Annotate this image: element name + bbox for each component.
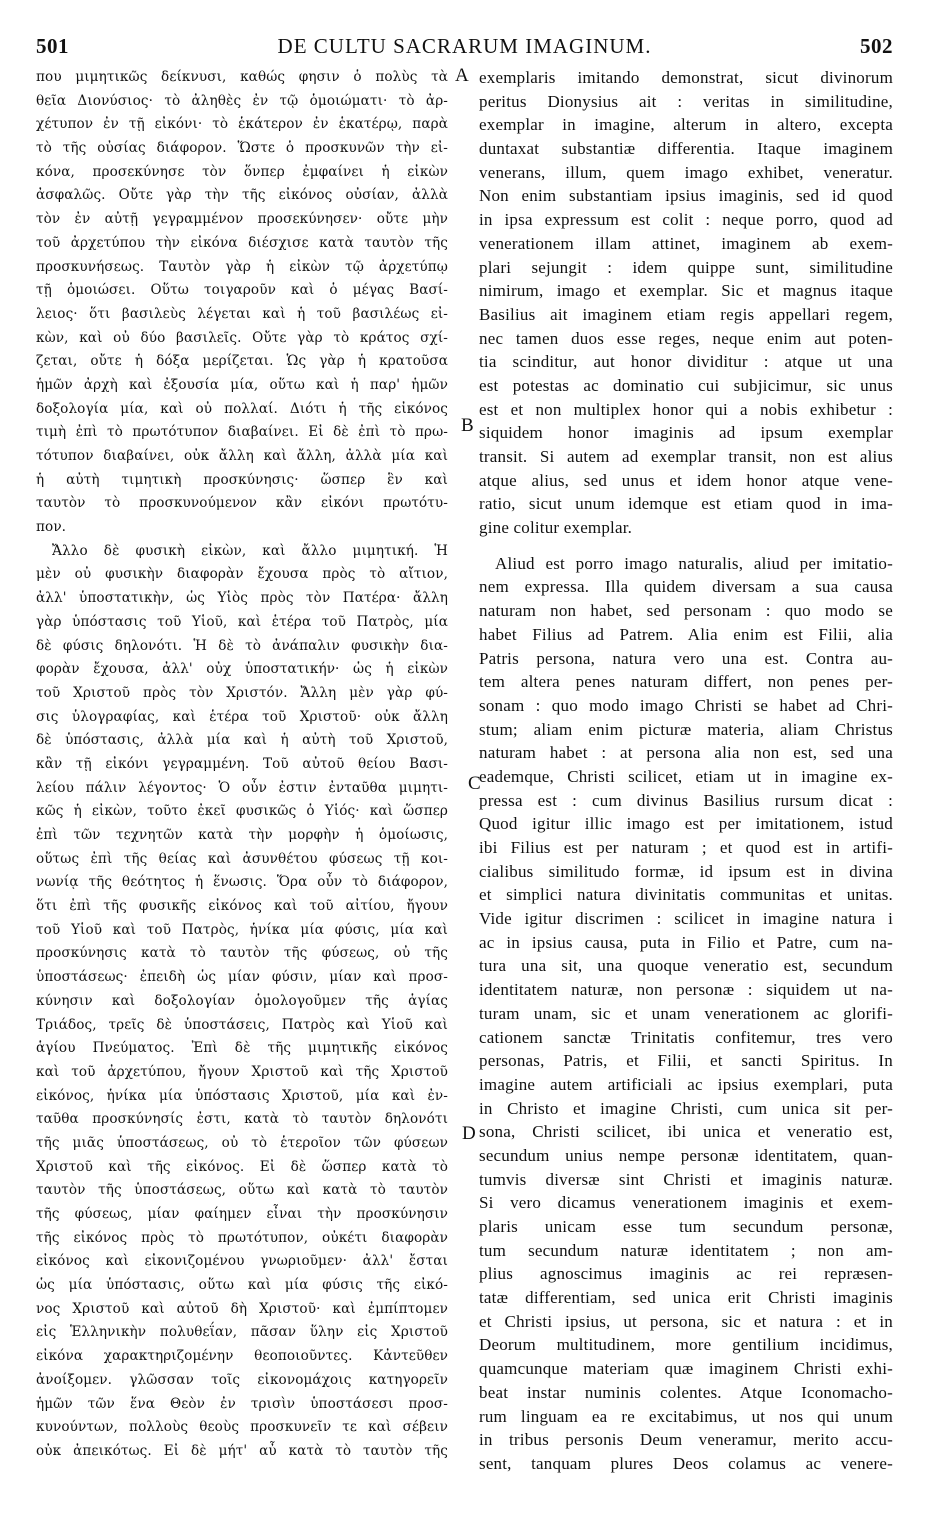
text-line: exemplaris imitando demonstrat, sicut divinorum bbox=[479, 68, 893, 87]
text-line: τοῦ Χριστοῦ πρὸς τὸν Χριστόν. Ἄλλη μὲν γὰρ φύ- bbox=[36, 684, 448, 701]
text-line: νος Χριστοῦ καὶ αὐτοῦ δὴ Χριστοῦ· καὶ ἐμπίπτομεν bbox=[36, 1300, 448, 1317]
text-line: οὕτως ἐπὶ τῆς θείας καὶ ἀσυνθέτου φύσεως τῇ κοι- bbox=[36, 850, 448, 867]
text-line: atque alius, sed unus et idem honor atque vene- bbox=[479, 470, 893, 490]
text-line: ταυτὸν τὸ προσκυνούμενον κἂν εἰκόνι πρωτότυ- bbox=[36, 495, 448, 512]
text-line: τιμὴ ἐπὶ τὸ πρωτότυπον διαβαίνει. Εἰ δὲ ἐπὶ τὸ πρω- bbox=[36, 424, 448, 441]
text-line: κόνα, προσεκύνησε τὸν ὅνπερ ἐμφαίνει ἡ εἰκὼν bbox=[36, 163, 448, 180]
text-line: Non enim substantiam ipsius imaginis, sed id quod bbox=[479, 186, 893, 206]
text-line: transit. Si autem ad exemplar transit, non est alius bbox=[479, 447, 893, 466]
text-line: identitatem naturæ, non personæ : siquidem ut na- bbox=[479, 980, 893, 1000]
page-number-right: 502 bbox=[860, 34, 893, 58]
text-line: tum secundum naturæ identitatem ; non am- bbox=[479, 1240, 893, 1260]
text-line: οὐκ ἀπεικότως. Εἰ δὲ μήτ' αὖ κατὰ τὸ ταυτὸν τῆς bbox=[36, 1442, 448, 1459]
section-marker-b: B bbox=[461, 415, 474, 436]
text-line: δὲ ὑπόστασις, ἀλλὰ μία καὶ ἡ αὐτὴ τοῦ Χριστοῦ, bbox=[36, 732, 448, 749]
text-line: εἰς Ἑλληνικὴν πολυθεΐαν, πᾶσαν ὕλην εἰς Χριστοῦ bbox=[36, 1324, 448, 1341]
text-line: exemplar in imagine, alterum in altero, excepta bbox=[479, 115, 893, 135]
text-line: καὶ τοῦ ἀρχετύπου, ἤγουν Χριστοῦ καὶ τῆς Χριστοῦ bbox=[36, 1063, 448, 1080]
text-line: in ipsa expressum est colit : neque porro, quod ad bbox=[479, 210, 893, 230]
text-line: Patris persona, natura vero una est. Contra au- bbox=[479, 648, 893, 668]
text-line: δοξολογία μία, καὶ οὐ πολλαί. Διότι ἡ τῆς εἰκόνος bbox=[36, 400, 448, 417]
text-line: θεῖα Διονύσιος· τὸ ἀληθὲς ἐν τῷ ὁμοιώματι· τὸ ἀρ- bbox=[36, 92, 448, 109]
text-line: rum linguam ea re excitabimus, ut nos qui unum bbox=[479, 1406, 893, 1426]
text-line: τοῦ Υἱοῦ καὶ τοῦ Πατρὸς, ἡνίκα μία φύσις, μία καὶ bbox=[36, 921, 448, 938]
text-line: venerationem illam attinet, imaginem ab exem- bbox=[479, 233, 893, 253]
text-line: plari sejungit : idem quippe sunt, similitudine bbox=[479, 257, 893, 277]
text-line: τῆς εἰκόνος πρὸς τὸ πρωτότυπον, οὐκέτι διαφορὰν bbox=[36, 1229, 448, 1246]
section-marker-a: A bbox=[455, 65, 469, 86]
text-line: Τριάδος, τρεῖς δὲ ὑποστάσεις, Πατρὸς καὶ Υἱοῦ καὶ bbox=[36, 1016, 448, 1033]
text-line: ὑποστάσεως· ἐπειδὴ ὡς μίαν φύσιν, μίαν καὶ προσ- bbox=[36, 969, 448, 986]
text-line: ζεται, οὔτε ἡ δόξα μερίζεται. Ὡς γὰρ ἡ κρατοῦσα bbox=[36, 353, 448, 370]
text-line: δὲ φύσις δηλονότι. Ἡ δὲ τὸ ἀνάπαλιν φυσικὴν δια- bbox=[36, 637, 448, 654]
text-line: ac in ipsius causa, puta in Filio et Patre, cum na- bbox=[479, 932, 893, 952]
text-line: κύνησιν καὶ δοξολογίαν ὁμολογοῦμεν τῆς ἁγίας bbox=[36, 992, 448, 1009]
text-line: ἡ αὐτὴ τιμητικὴ προσκύνησις· ὥσπερ ἓν καὶ bbox=[36, 471, 448, 488]
text-line: Basilius ait imaginem etiam regis appellari regem, bbox=[479, 304, 893, 324]
text-line: habet Filius ad Patrem. Alia enim est Filii, alia bbox=[479, 624, 893, 644]
text-line: venerans, illum, quem imago exhibet, veneratur. bbox=[479, 162, 893, 182]
text-line: ἡμῶν τῶν ἕνα Θεὸν ἐν τρισὶν ὑποστάσεσι προσ- bbox=[36, 1395, 448, 1412]
text-line: est potestas ac dominatio cui subjicimur, sic unus bbox=[479, 375, 893, 395]
text-line: τότυπον διαβαίνει, οὐκ ἄλλη καὶ ἄλλη, ἀλλὰ μία καὶ bbox=[36, 448, 448, 464]
text-line: λείου πάλιν λέγοντος· Ὁ οὖν ἐστιν ἐνταῦθα μιμητι- bbox=[36, 779, 448, 796]
text-line: Vide igitur discrimen : scilicet in imagine natura i bbox=[479, 909, 893, 929]
text-line: ἀνοίξομεν. γλῶσσαν τοῖς εἰκονομάχοις κατηγορεῖν bbox=[36, 1371, 448, 1388]
text-line: in tribus personis Deum veneramur, merito accu- bbox=[479, 1430, 893, 1450]
text-line: κυνούντων, πολλοὺς θεοὺς προσκυνεῖν τε καὶ σέβειν bbox=[36, 1419, 448, 1436]
text-line: τοῦ ἀρχετύπου τὴν εἰκόνα διέσχισε κατὰ ταυτὸν τῆς bbox=[36, 234, 448, 251]
text-line: ibi Filius est per naturam ; et quod est in artifi- bbox=[479, 838, 893, 857]
text-line: pressa est : cum divinus Basilius rursum dicat : bbox=[479, 790, 893, 810]
text-line: cialibus similitudo formæ, id ipsum est in divina bbox=[479, 861, 893, 881]
text-line: ὡς μία ὑπόστασις, οὕτω καὶ μία φύσις τῆς εἰκό- bbox=[36, 1277, 448, 1294]
text-line: ὅτι ἐπὶ τῆς φυσικῆς εἰκόνος καὶ τοῦ αἰτίου, ἤγουν bbox=[36, 898, 448, 915]
text-line: et Christi ipsius, ut persona, sic et natura : et in bbox=[479, 1311, 893, 1331]
text-line: naturam habet : at persona alia non est, sed una bbox=[479, 743, 893, 763]
text-line: ἁγίου Πνεύματος. Ἐπὶ δὲ τῆς μιμητικῆς εἰκόνος bbox=[36, 1040, 448, 1057]
text-line: τῆς φύσεως, μίαν φαίημεν εἶναι τὴν προσκύνησιν bbox=[36, 1206, 448, 1222]
text-line: nimirum, imago et exemplar. Sic et magnus itaque bbox=[479, 281, 893, 301]
text-line: sent, tanquam plures Deos colamus ac venere- bbox=[479, 1453, 893, 1473]
page-number-left: 501 bbox=[36, 34, 69, 58]
paragraph-gap bbox=[479, 540, 893, 552]
text-line: nem expressa. Illa quidem diversam a sua causa bbox=[479, 577, 893, 597]
text-line: κὼν, καὶ οὐ δύο βασιλεῖς. Οὔτε γὰρ τὸ κράτος σχί- bbox=[36, 329, 448, 346]
section-marker-d: D bbox=[462, 1123, 476, 1144]
text-line: Quod igitur illic imago est per imitationem, istud bbox=[479, 814, 893, 834]
text-line: Χριστοῦ καὶ τῆς εἰκόνος. Εἰ δὲ ὥσπερ κατὰ τὸ bbox=[36, 1158, 448, 1175]
text-line: ταῦθα προσκύνησίς ἐστι, κατὰ τὸ ταυτὸν δηλονότι bbox=[36, 1111, 448, 1128]
text-line: imagine autem artificiali ac ipsius exemplari, puta bbox=[479, 1074, 893, 1094]
text-line: Aliud est porro imago naturalis, aliud per imitatio- bbox=[495, 553, 893, 573]
text-line: siquidem honor imaginis ad ipsum exemplar bbox=[479, 423, 893, 443]
text-line: eademque, Christi scilicet, etiam ut in imagine ex- bbox=[479, 766, 893, 786]
text-line: turam unam, sic et unam venerationem ac glorifi- bbox=[479, 1003, 893, 1023]
section-marker-c: C bbox=[468, 773, 481, 794]
text-line: sona, Christi scilicet, ibi unica et veneratio est, bbox=[479, 1122, 893, 1142]
text-line: sonam : quo modo imago Christi se habet ad Chri- bbox=[479, 695, 893, 715]
latin-column bbox=[479, 66, 893, 1476]
text-line: Deorum multitudinem, more gentilium incidimus, bbox=[479, 1335, 893, 1355]
text-line: gine colitur exemplar. bbox=[479, 518, 633, 538]
text-line: ἀλλ' ὑποστατικὴν, ὡς Υἱὸς πρὸς τὸν Πατέρα· ἄλλη bbox=[36, 590, 448, 607]
text-line: τὸ τῆς οὐσίας διάφορον. Ὥστε ὁ προσκυνῶν τὴν εἰ- bbox=[36, 140, 448, 157]
greek-column bbox=[36, 66, 448, 1464]
text-line: προσκύνησις κατὰ τὸ ταυτὸν τῆς φύσεως, οὐ τῆς bbox=[36, 945, 448, 962]
text-line: χέτυπον ἐν τῇ εἰκόνι· τὸ ἑκάτερον ἐν ἑκατέρῳ, παρὰ bbox=[36, 116, 448, 133]
text-line: tia scinditur, aut honor dividitur : atque ut una bbox=[479, 352, 893, 372]
text-line: εἰκόνος καὶ εἰκονιζομένου γνωριοῦμεν· ἀλλ' ἔσται bbox=[36, 1253, 448, 1270]
text-line: peritus Dionysius ait : veritas in similitudine, bbox=[479, 91, 893, 111]
text-line: ταυτὸν τῆς ὑποστάσεως, οὕτω καὶ κατὰ τὸ ταυτὸν bbox=[36, 1182, 448, 1199]
text-line: τῇ ὁμοιώσει. Οὕτω τοιγαροῦν καὶ ὁ μέγας Βασί- bbox=[36, 282, 448, 299]
text-line: est et non multiplex honor qui a nobis exhibetur : bbox=[479, 399, 893, 419]
text-line: naturam non habet, sed personam : quo modo se bbox=[479, 601, 893, 621]
text-line: ἡμῶν ἀρχὴ καὶ ἐξουσία μία, οὕτω καὶ ἡ παρ' ἡμῶν bbox=[36, 376, 448, 393]
text-line: tem altera penes naturam differt, non penes per- bbox=[479, 672, 893, 692]
text-line: πον. bbox=[36, 519, 67, 536]
text-line: σις ὑλογραφίας, καὶ ἑτέρα τοῦ Χριστοῦ· οὐκ ἄλλη bbox=[36, 708, 448, 725]
text-line: quamcunque materiam quæ imaginem Christi exhi- bbox=[479, 1359, 893, 1379]
text-line: ἀσφαλῶς. Οὔτε γὰρ τὴν τῆς εἰκόνος οὐσίαν, ἀλλὰ bbox=[36, 187, 448, 204]
text-line: plaris unicam esse tum secundum personæ, bbox=[479, 1217, 893, 1236]
text-line: τὸν ἐν αὐτῇ γεγραμμένον προσεκύνησεν· οὔτε μὴν bbox=[36, 211, 448, 228]
text-line: εἰκόνος, ἡνίκα μία ὑπόστασις Χριστοῦ, μία καὶ ἐν- bbox=[36, 1087, 448, 1104]
text-line: cationem sanctæ Trinitatis confitemur, tres vero bbox=[479, 1027, 893, 1047]
text-line: που μιμητικῶς δείκνυσι, καθώς φησιν ὁ πολὺς τὰ bbox=[36, 69, 448, 85]
text-line: ἐπὶ τῶν τεχνητῶν κατὰ τὴν μορφὴν ἡ ὁμοίωσις, bbox=[36, 827, 448, 843]
text-line: duntaxat substantiæ differentia. Itaque imaginem bbox=[479, 139, 893, 159]
text-line: tatæ differentiam, sed unica erit Christi imaginis bbox=[479, 1288, 893, 1308]
text-line: κῶς ἡ εἰκὼν, τοῦτο ἐκεῖ φυσικῶς ὁ Υἱός· καὶ ὥσπερ bbox=[36, 803, 448, 820]
text-line: ratio, sicut unum idemque est etiam quod in ima- bbox=[479, 494, 893, 514]
text-line: τῆς μιᾶς ὑποστάσεως, οὐ τὸ ἑτεροῖον τῶν φύσεων bbox=[36, 1134, 448, 1151]
text-line: plius agnoscimus imaginis ac rei repræsen- bbox=[479, 1264, 893, 1284]
text-line: Ἄλλο δὲ φυσικὴ εἰκὼν, καὶ ἄλλο μιμητική. Ἡ bbox=[52, 542, 448, 559]
text-line: tura una sit, una quoque veneratio est, secundum bbox=[479, 956, 893, 976]
page-header bbox=[0, 34, 929, 64]
text-line: stum; aliam enim picturæ materia, aliam Christus bbox=[479, 719, 893, 739]
text-line: μὲν οὐ φυσικὴν διαφορὰν ἔχουσα πρὸς τὸ αἴτιον, bbox=[36, 566, 448, 583]
text-line: Si vero dicamus venerationem imaginis et exem- bbox=[479, 1193, 893, 1213]
text-line: κἂν τῇ εἰκόνι γεγραμμένη. Τοῦ αὐτοῦ θείου Βασι- bbox=[36, 755, 448, 772]
text-line: in Christo et imagine Christi, cum unica sit per- bbox=[479, 1098, 893, 1118]
text-line: personas, Patris, et Filii, et sancti Spiritus. In bbox=[479, 1051, 893, 1071]
text-line: νωνίᾳ τῆς θεότητος ἡ ἕνωσις. Ὅρα οὖν τὸ διάφορον, bbox=[36, 874, 448, 891]
text-line: προσκυνήσεως. Ταυτὸν γὰρ ἡ εἰκὼν τῷ ἀρχετύπῳ bbox=[36, 258, 448, 275]
text-line: et simplici natura divinitatis communitas et unitas. bbox=[479, 885, 893, 905]
text-line: tumvis diversæ sint Christi et imaginis naturæ. bbox=[479, 1169, 893, 1189]
text-line: beat instar numinis colentes. Atque Iconomacho- bbox=[479, 1382, 893, 1402]
text-line: γὰρ ὑπόστασις τοῦ Υἱοῦ, καὶ ἑτέρα τοῦ Πατρὸς, μία bbox=[36, 613, 448, 630]
text-line: nec tamen duos esse reges, neque enim aut poten- bbox=[479, 328, 893, 348]
running-title: DE CULTU SACRARUM IMAGINUM. bbox=[277, 34, 652, 58]
text-line: φορὰν ἔχουσα, ἀλλ' οὐχ ὑποστατικήν· ὡς ἡ εἰκὼν bbox=[36, 661, 448, 678]
text-line: secundum unius nempe personæ identitatem, quan- bbox=[479, 1145, 893, 1165]
text-line: εἰκόνα χαρακτηριζομένην θεοποιοῦντες. Κἀντεῦθεν bbox=[36, 1348, 448, 1365]
text-line: λειος· ὅτι βασιλεὺς λέγεται καὶ ἡ τοῦ βασιλέως εἰ- bbox=[36, 305, 448, 322]
